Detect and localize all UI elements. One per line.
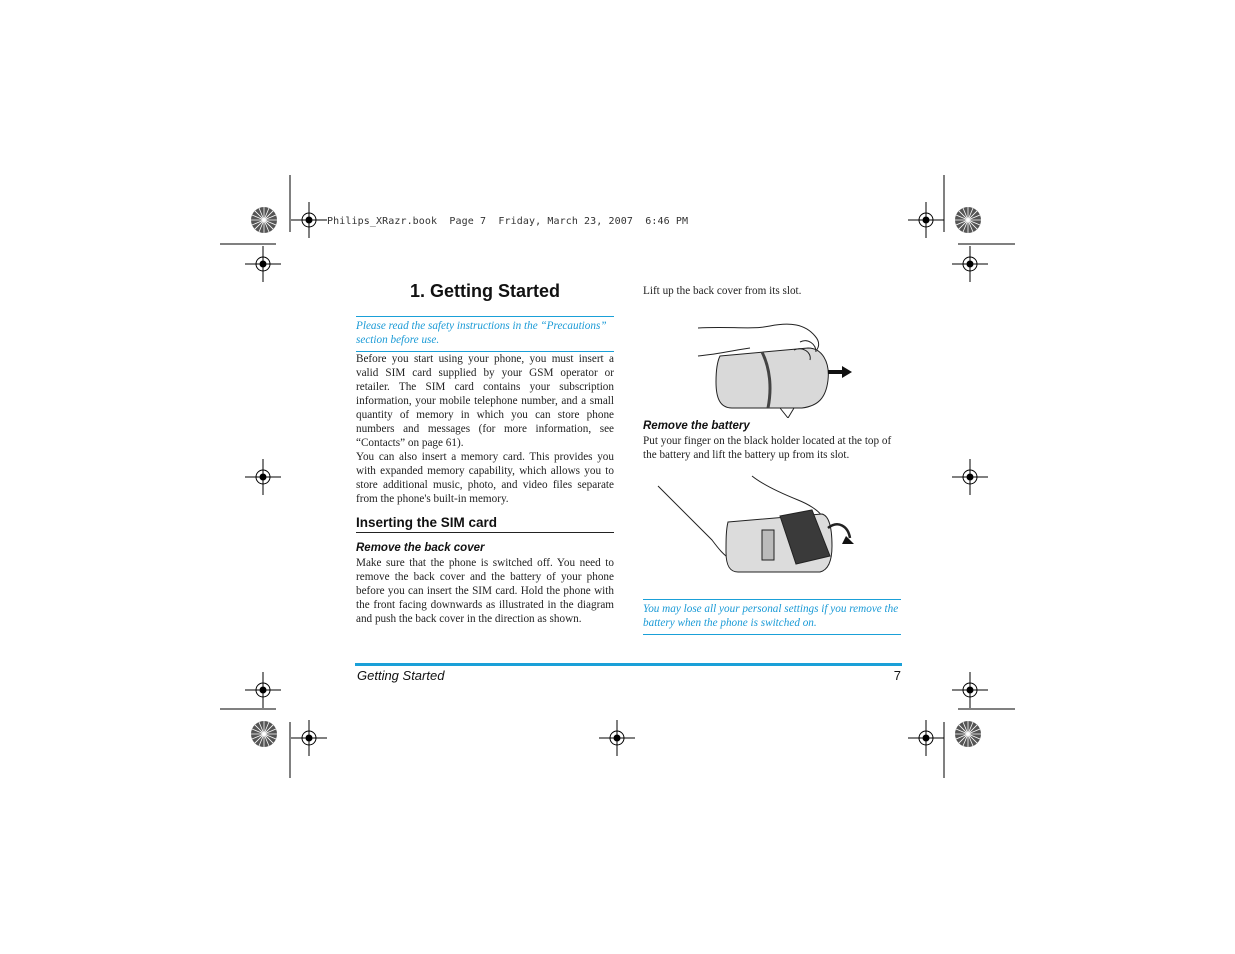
footer-section-name: Getting Started: [357, 668, 445, 683]
step2-text: Put your finger on the black holder located at the top of the battery and lift the battery up from its slot.: [643, 435, 892, 461]
back-cover-illustration: [690, 318, 860, 418]
intro-paragraph-2: You can also insert a memory card. This provides you with expanded memory capability, which allows you to store additional music, photo, and video files separate from the phone's built-in memory.: [356, 451, 614, 505]
battery-warning-note: You may lose all your personal settings if you remove the battery when the phone is switched on.: [643, 599, 901, 635]
battery-removal-illustration: [652, 470, 862, 580]
step1-continuation: Lift up the back cover from its slot.: [643, 285, 802, 297]
safety-note: Please read the safety instructions in the “Precautions” section before use.: [356, 316, 614, 352]
page-number: 7: [893, 668, 901, 683]
step1-text: Make sure that the phone is switched off. You need to remove the back cover and the battery of your phone before you can insert the SIM card. Hold the phone with the front facing downwards as illustrated in the diagram and push the back cover in the direction as shown.: [356, 557, 614, 625]
footer-rule: [355, 663, 902, 666]
intro-paragraph-1: Before you start using your phone, you must insert a valid SIM card supplied by your GSM operator or retailer. The SIM card contains your subscription information, your mobile telephone number, and a small quantity of memory in which you can store phone numbers and messages (for more information, see “Contacts” on page 61).: [356, 353, 614, 449]
print-slug: Philips_XRazr.book Page 7 Friday, March 23, 2007 6:46 PM: [327, 216, 689, 227]
section-heading: Inserting the SIM card: [356, 515, 614, 533]
step1-heading: Remove the back cover: [356, 542, 485, 554]
step2-heading: Remove the battery: [643, 420, 750, 432]
chapter-title: 1. Getting Started: [409, 281, 561, 301]
